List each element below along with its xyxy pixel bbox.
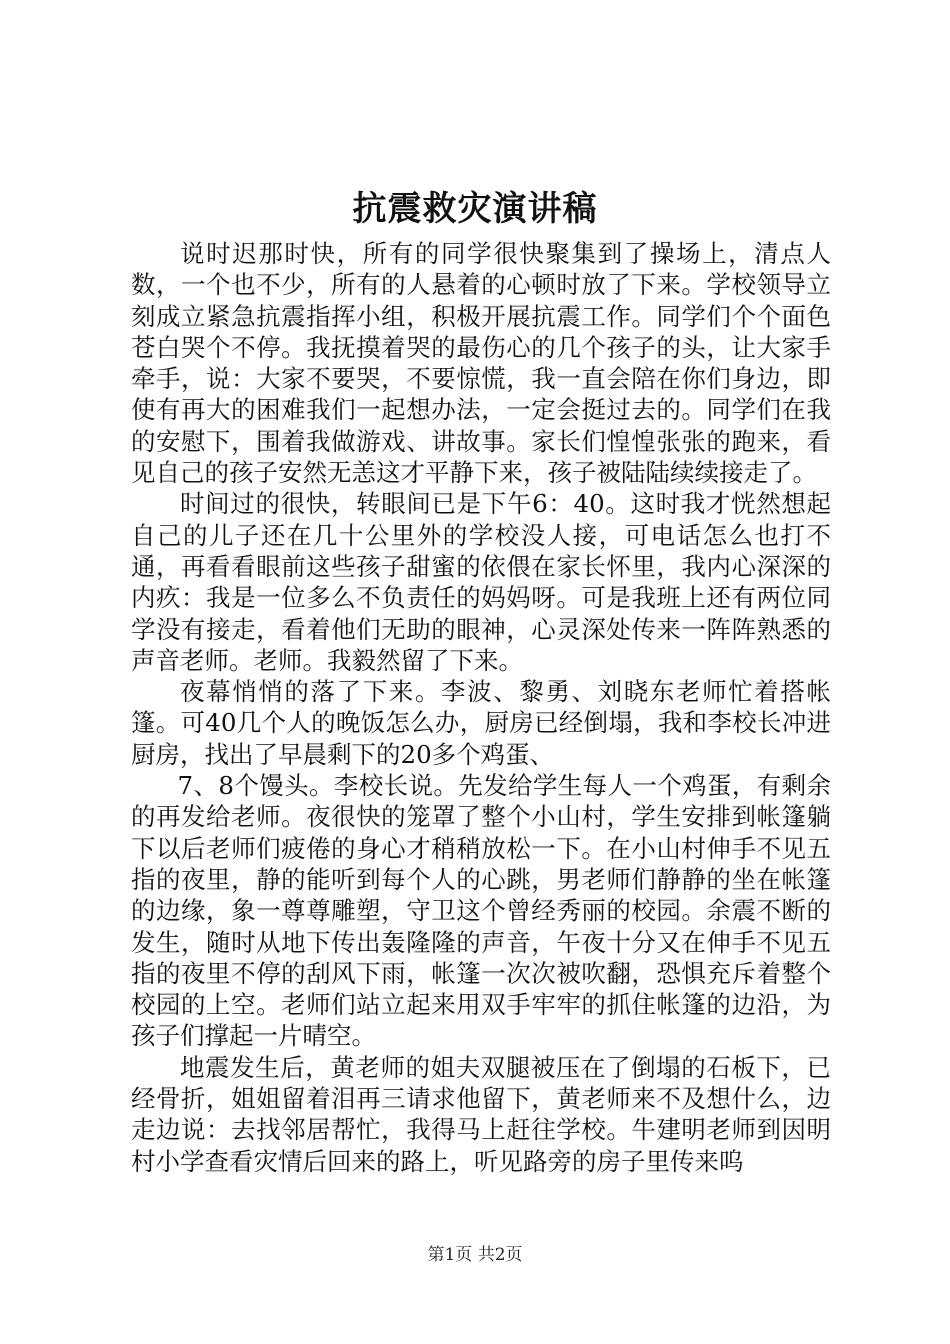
page-number-footer: 第1页 共2页 bbox=[427, 1245, 523, 1265]
paragraph-1: 说时迟那时快，所有的同学很快聚集到了操场上，清点人数，一个也不少，所有的人悬着的心顿时放了下来。学校领导立刻成立紧急抗震指挥小组，积极开展抗震工作。同学们个个面色苍白哭个不停。我抚摸着哭的最伤心的几个孩子的头，让大家手牵手，说：大家不要哭，不要惊慌，我一直会陪在你们身边，即使有再大的困难我们一起想办法，一定会挺过去的。同学们在我的安慰下，围着我做游戏、讲故事。家长们惶惶张张的跑来，看见自己的孩子安然无恙这才平静下来，孩子被陆陆续续接走了。 bbox=[131, 239, 831, 488]
paragraph-4: 7、8个馒头。李校长说。先发给学生每人一个鸡蛋，有剩余的再发给老师。夜很快的笼罩了整个小山村，学生安排到帐篷躺下以后老师们疲倦的身心才稍稍放松一下。在小山村伸手不见五指的夜里，静的能听到每个人的心跳，男老师们静静的坐在帐篷的边缘，象一尊尊雕塑，守卫这个曾经秀丽的校园。余震不断的发生，随时从地下传出轰隆隆的声音，午夜十分又在伸手不见五指的夜里不停的刮风下雨，帐篷一次次被吹翻，恐惧充斥着整个校园的上空。老师们站立起来用双手牢牢的抓住帐篷的边沿，为孩子们撑起一片晴空。 bbox=[131, 771, 831, 1051]
document-title: 抗震救灾演讲稿 bbox=[352, 189, 598, 229]
paragraph-5: 地震发生后，黄老师的姐夫双腿被压在了倒塌的石板下，已经骨折，姐姐留着泪再三请求他留下，黄老师来不及想什么，边走边说：去找邻居帮忙，我得马上赶往学校。牛建明老师到因明村小学查看灾情后回来的路上，听见路旁的房子里传来呜 bbox=[131, 1052, 831, 1176]
paragraph-3: 夜幕悄悄的落了下来。李波、黎勇、刘晓东老师忙着搭帐篷。可40几个人的晚饭怎么办，厨房已经倒塌，我和李校长冲进厨房，找出了早晨剩下的20多个鸡蛋、 bbox=[131, 677, 831, 769]
paragraph-2: 时间过的很快，转眼间已是下午6：40。这时我才恍然想起自己的儿子还在几十公里外的学校没人接，可电话怎么也打不通，再看看眼前这些孩子甜蜜的依偎在家长怀里，我内心深深的内疚：我是一位多么不负责任的妈妈呀。可是我班上还有两位同学没有接走，看着他们无助的眼神，心灵深处传来一阵阵熟悉的声音老师。老师。我毅然留了下来。 bbox=[131, 489, 831, 675]
document-body bbox=[131, 238, 831, 1177]
